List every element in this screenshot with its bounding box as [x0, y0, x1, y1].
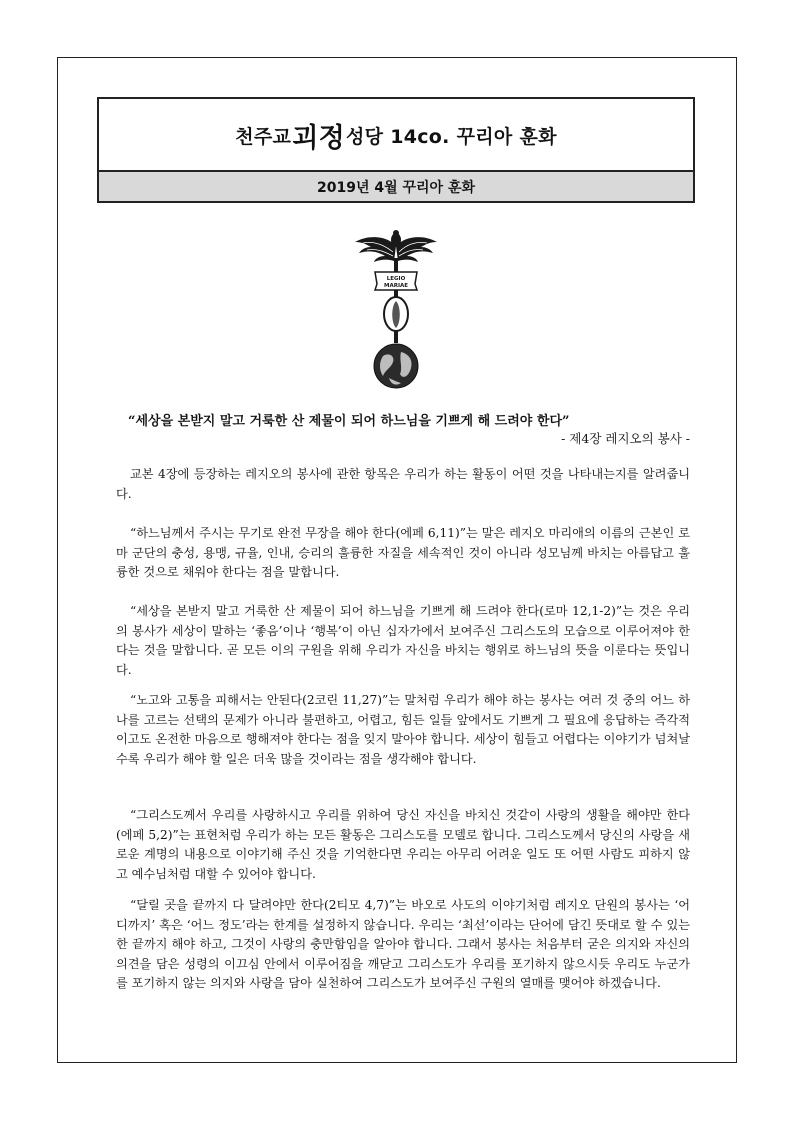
- page-title: [99, 99, 693, 171]
- body-paragraph: “하느님께서 주시는 무기로 완전 무장을 해야 한다(에페 6,11)”는 말은 레지오 마리애의 이름의 근본인 로마 군단의 충성, 용맹, 규율, 인내, 승리의 훌륭한 자질을 세속적인 것이 아니라 성모님께 바치는 아름답고 훌륭한 것으로 채워야 한다는 점을 말합니다.: [116, 526, 690, 579]
- emblem-banner-text-2: MARIAE: [383, 283, 409, 289]
- quote-source: - 제4장 레지오의 봉사 -: [561, 431, 690, 446]
- body-paragraph: 교본 4장에 등장하는 레지오의 봉사에 관한 항목은 우리가 하는 활동이 어떤 것을 나타내는지를 알려줍니다.: [116, 467, 690, 501]
- body-paragraph: “달릴 곳을 끝까지 다 달려야만 한다(2티모 4,7)”는 바오로 사도의 이야기처럼 레지오 단원의 봉사는 ‘어디까지’ 혹은 ‘어느 정도’라는 한계를 설정하지 않습니다. 우리는 ‘최선’이라는 단어에 담긴 뜻대로 할 수 있는 한 끝까지 해야 하고, 그것이 사랑의 충만함임을 알아야 합니다. 그래서 봉사는 처음부터 굳은 의지와 자신의 의견을 담은 성령의 이끄심 안에서 이루어짐을 깨닫고 그리스도가 우리를 포기하지 않으시듯 우리도 누군가를 포기하지 않는 의지와 사랑을 담아 실천하여 그리스도가 보여주신 구원의 열매를 맺어야 하겠습니다.: [116, 898, 690, 990]
- title-suffix: 성당 14co. 꾸리아 훈화: [345, 125, 557, 148]
- key-quote: “세상을 본받지 말고 거룩한 산 제물이 되어 하느님을 기쁘게 해 드려야 한다”: [128, 414, 570, 429]
- body-paragraph: “그리스도께서 우리를 사랑하시고 우리를 위하여 당신 자신을 바치신 것같이 사랑의 생활을 해야만 한다(에페 5,2)”는 표현처럼 우리가 하는 모든 활동은 그리스도를 모델로 합니다. 그리스도께서 당신의 사랑을 새로운 계명의 내용으로 이야기해 주신 것을 기억한다면 우리는 아무리 어려운 일도 또 어떤 사람도 피하지 않고 예수님처럼 대할 수 있어야 합니다.: [116, 808, 690, 881]
- emblem-banner-text-1: LEGIO: [386, 276, 406, 282]
- legio-mariae-vexillum-icon: [353, 228, 439, 390]
- header-box: [97, 97, 695, 203]
- title-parish-name: 괴정: [292, 122, 345, 154]
- title-prefix: 천주교: [235, 125, 292, 148]
- body-paragraph: “세상을 본받지 말고 거룩한 산 제물이 되어 하느님을 기쁘게 해 드려야 한다(로마 12,1-2)”는 것은 우리의 봉사가 세상이 말하는 ‘좋음’이나 ‘행복’이 아닌 십자가에서 보여주신 그리스도의 모습으로 이루어져야 한다는 것을 말합니다. 곧 모든 이의 구원을 위해 우리가 자신을 바치는 행위로 하느님의 뜻을 이룬다는 뜻입니다.: [116, 604, 690, 677]
- page-subtitle: 2019년 4월 꾸리아 훈화: [99, 170, 693, 201]
- body-paragraph: “노고와 고통을 피해서는 안된다(2코린 11,27)”는 말처럼 우리가 해야 하는 봉사는 여러 것 중의 어느 하나를 고르는 선택의 문제가 아니라 불편하고, 어렵고, 힘든 일들 앞에서도 기쁘게 그 필요에 응답하는 즉각적이고도 온전한 마음으로 행해져야 한다는 점을 잊지 말아야 합니다. 세상이 힘들고 어렵다는 이야기가 넘쳐날수록 우리가 해야 할 일은 더욱 많을 것이라는 점을 생각해야 합니다.: [116, 693, 690, 766]
